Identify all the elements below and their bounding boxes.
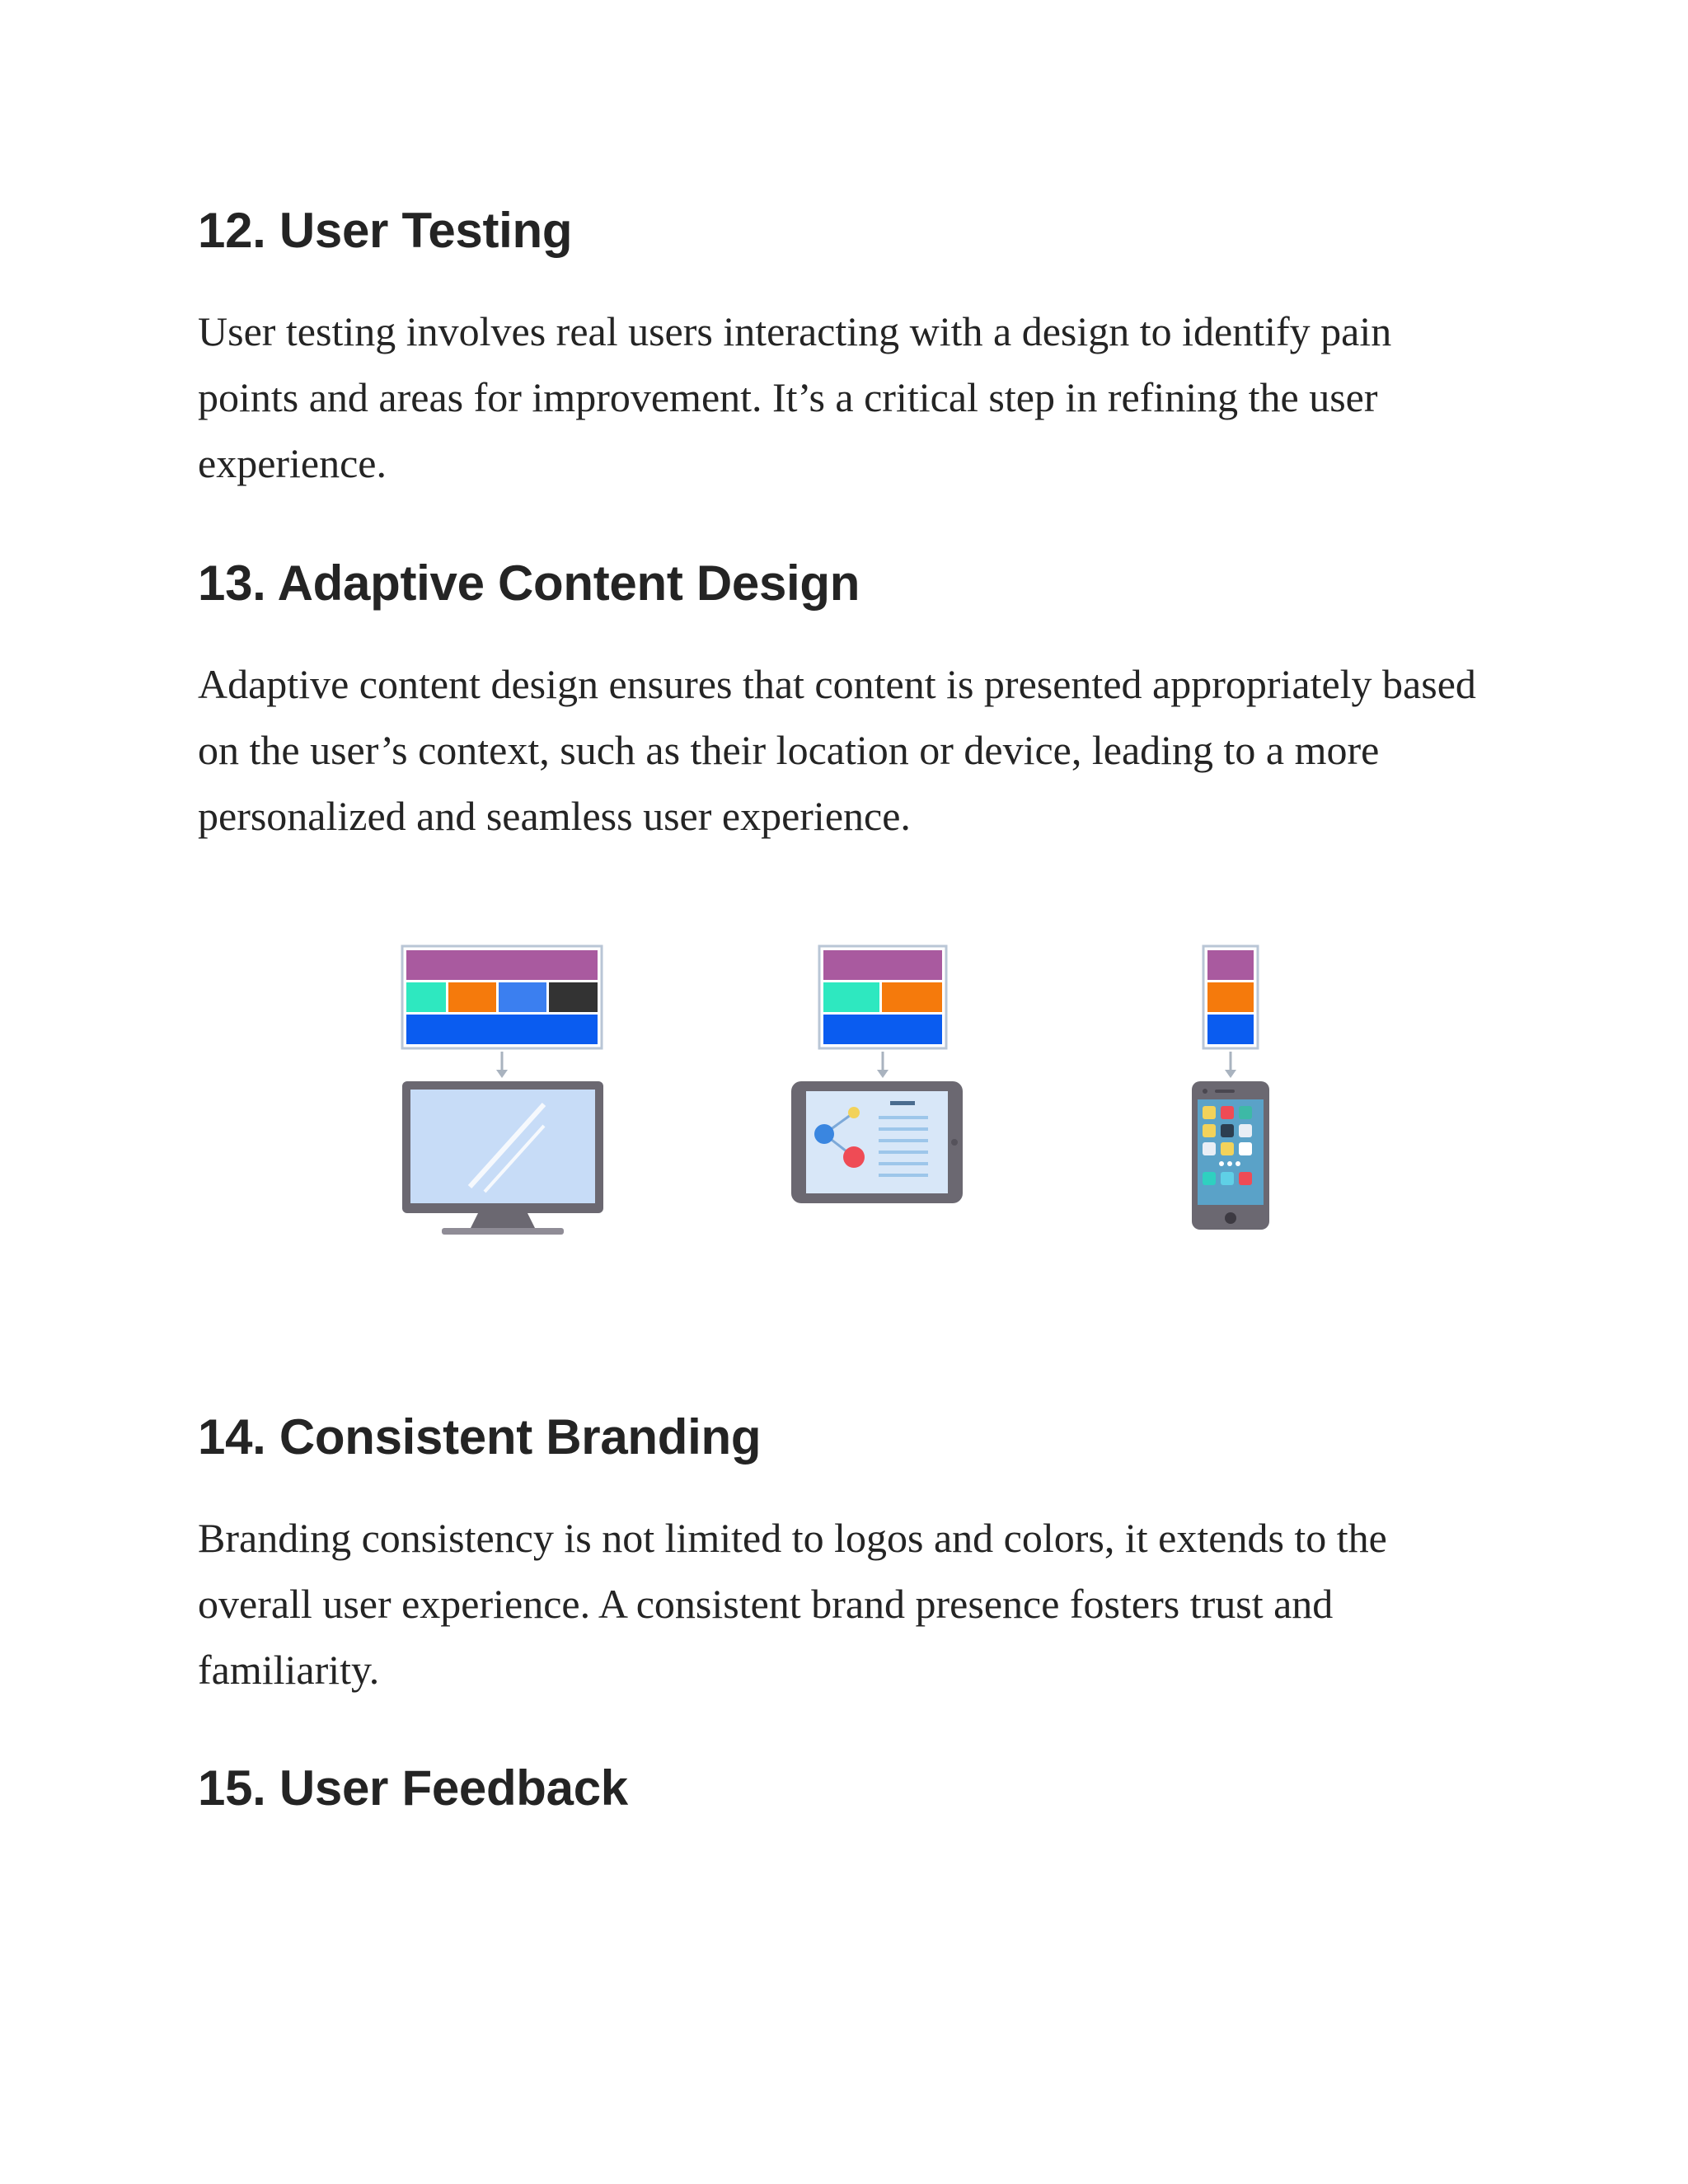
section-14-heading: 14. Consistent Branding [198,1409,762,1465]
desktop-layout-icon [402,946,602,1078]
tablet-layout-icon [819,946,946,1078]
tablet-icon [791,1081,963,1203]
smartphone-icon [1192,1081,1269,1230]
section-12-heading: 12. User Testing [198,203,573,258]
section-14-body: Branding consistency is not limited to logos and colors, it extends to the overall user experience. A consistent brand presence fosters trust and familiarity. [198,1515,1387,1693]
phone-layout-icon [1203,946,1258,1078]
section-12-body: User testing involves real users interacting with a design to identify pain points and areas for improvement. It’s a critical step in refining the user experience. [198,308,1392,486]
desktop-monitor-icon [402,1081,603,1235]
section-13-heading: 13. Adaptive Content Design [198,555,860,611]
adaptive-devices-illustration [198,923,1500,1253]
section-15-heading: 15. User Feedback [198,1760,628,1816]
section-13-body: Adaptive content design ensures that content is presented appropriately based on the user’s context, such as their location or device, leading to a more personalized and seamless user experience. [198,661,1476,839]
